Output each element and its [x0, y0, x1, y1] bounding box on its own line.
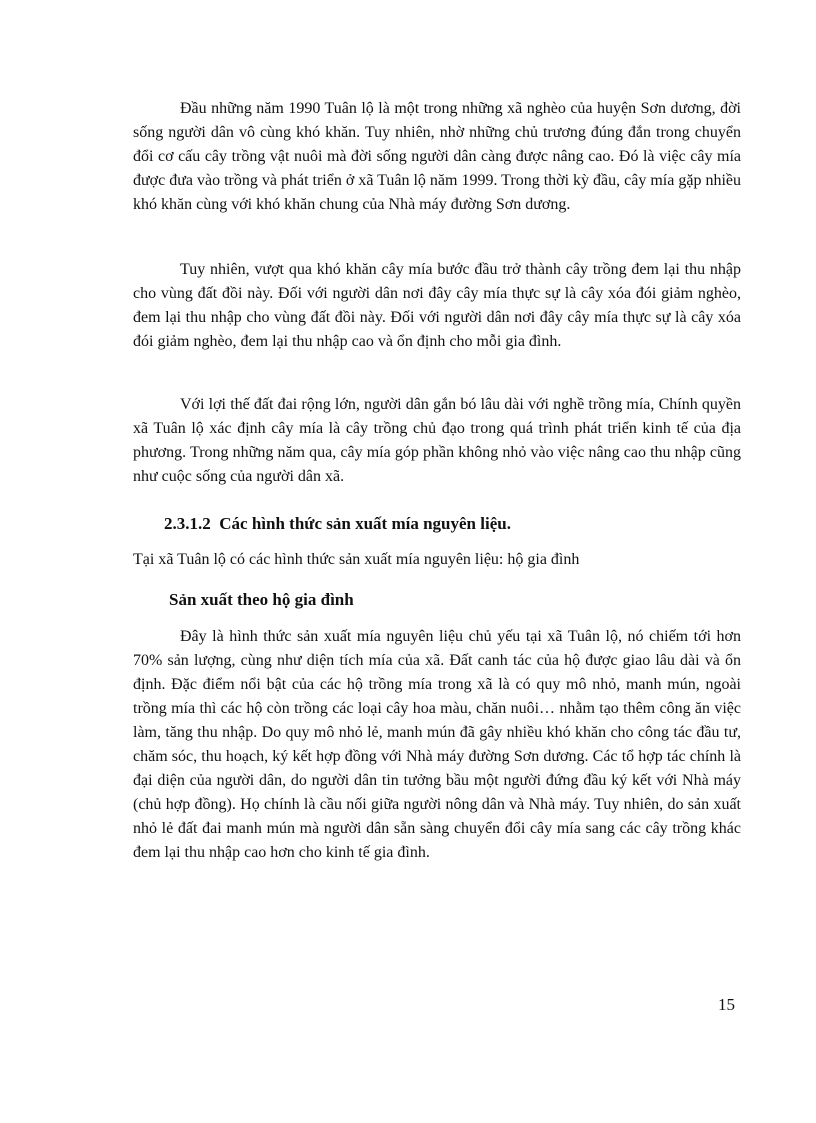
section-intro: Tại xã Tuân lộ có các hình thức sản xuất mía nguyên liệu: hộ gia đình — [133, 551, 580, 568]
subsection-heading: Sản xuất theo hộ gia đình — [169, 590, 354, 609]
paragraph-advantage: Với lợi thế đất đai rộng lớn, người dân gắn bó lâu dài với nghề trồng mía, Chính quyền xã Tuân lộ xác định cây mía là cây trồng chủ đạo trong quá trình phát triển kinh tế của địa phương. Trong những năm qua, cây mía góp phần không nhỏ vào việc nâng cao thu nhập cũng như cuộc sống của người dân xã. — [133, 396, 741, 485]
section-title: Các hình thức sản xuất mía nguyên liệu. — [219, 514, 511, 533]
page-number: 15 — [718, 995, 735, 1014]
paragraph-history: Đầu những năm 1990 Tuân lộ là một trong những xã nghèo của huyện Sơn dương, đời sống người dân vô cùng khó khăn. Tuy nhiên, nhờ những chủ trương đúng đắn trong chuyển đổi cơ cấu cây trồng vật nuôi mà đời sống người dân càng được nâng cao. Đó là việc cây mía được đưa vào trồng và phát triển ở xã Tuân lộ năm 1999. Trong thời kỳ đầu, cây mía gặp nhiều khó khăn cùng với khó khăn chung của Nhà máy đường Sơn dương. — [133, 100, 741, 213]
paragraph-household-production: Đây là hình thức sản xuất mía nguyên liệu chủ yếu tại xã Tuân lộ, nó chiếm tới hơn 70% sản lượng, cùng như diện tích mía của xã. Đất canh tác của hộ được giao lâu dài và ổn định. Đặc điểm nổi bật của các hộ trồng mía trong xã là có quy mô nhỏ, manh mún, ngoài trồng mía thì các hộ còn trồng các loại cây hoa màu, chăn nuôi… nhằm tạo thêm công ăn việc làm, tăng thu nhập. Do quy mô nhỏ lẻ, manh mún đã gây nhiều khó khăn cho công tác đầu tư, chăm sóc, thu hoạch, ký kết hợp đồng với Nhà máy đường Sơn dương. Các tổ hợp tác chính là đại diện của người dân, do người dân tin tưởng bầu một người đứng đầu ký kết với Nhà máy (chủ hợp đồng). Họ chính là cầu nối giữa người nông dân và Nhà máy. Tuy nhiên, do sản xuất nhỏ lẻ đất đai manh mún mà người dân sẵn sàng chuyển đổi cây mía sang các cây trồng khác đem lại thu nhập cao hơn cho kinh tế gia đình. — [133, 628, 741, 861]
section-heading — [164, 512, 511, 536]
section-number: 2.3.1.2 — [164, 514, 211, 533]
paragraph-income: Tuy nhiên, vượt qua khó khăn cây mía bước đầu trở thành cây trồng đem lại thu nhập cho vùng đất đồi này. Đối với người dân nơi đây cây mía thực sự là cây xóa đói giảm nghèo, đem lại thu nhập cho vùng đất đồi này. Đối với người dân nơi đây cây mía thực sự là cây xóa đói giảm nghèo, đem lại thu nhập cao và ổn định cho mỗi gia đình. — [133, 261, 741, 350]
